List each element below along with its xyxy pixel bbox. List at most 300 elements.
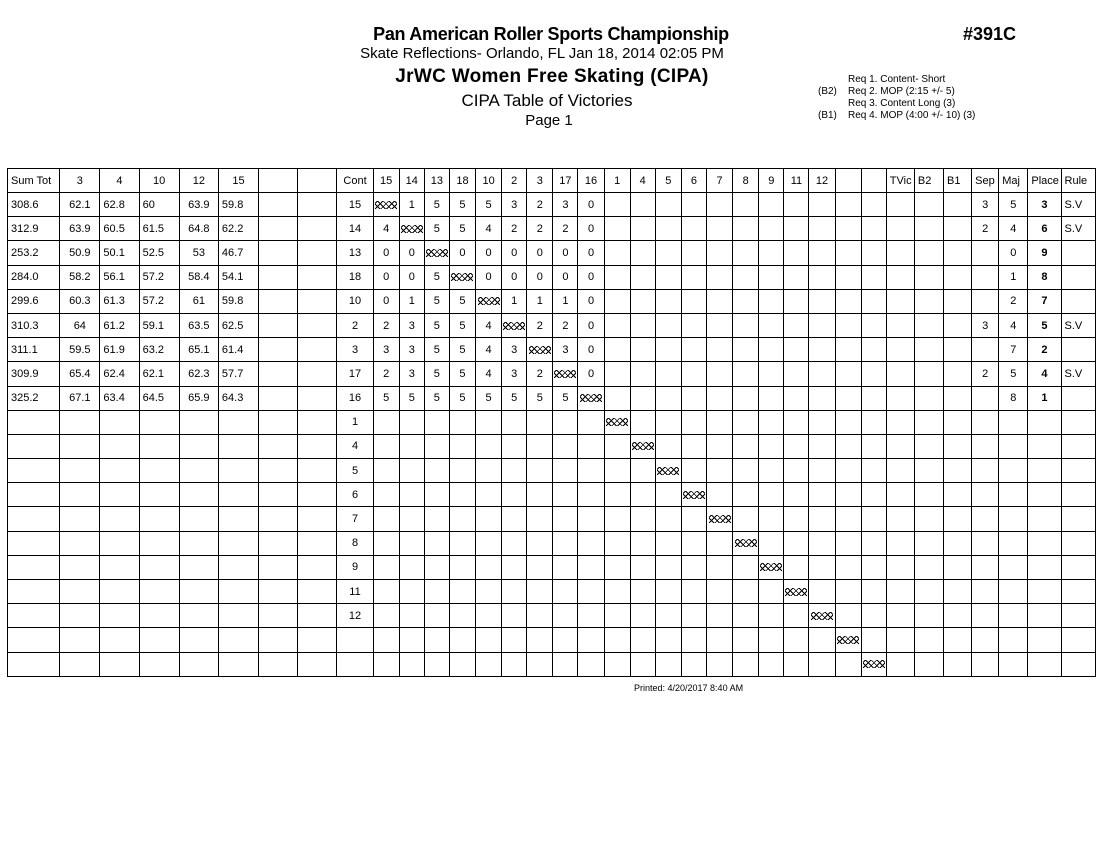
table-cell [604,241,630,265]
crossed-out-cell [681,483,706,507]
table-cell [604,362,630,386]
table-cell [972,265,999,289]
table-cell [886,434,914,458]
table-cell [578,580,604,604]
table-cell [944,217,972,241]
table-cell [399,459,424,483]
table-cell [861,604,886,628]
table-cell [179,555,218,579]
table-cell [809,483,835,507]
table-cell [449,531,475,555]
table-cell: S.V [1061,193,1095,217]
table-cell [759,313,784,337]
table-cell [527,652,553,676]
table-row [8,459,1096,483]
table-cell [373,652,399,676]
table-cell [502,628,527,652]
column-header: 6 [681,169,706,193]
table-cell: 0 [578,289,604,313]
table-cell [298,434,337,458]
table-cell [784,507,809,531]
table-cell [476,459,502,483]
table-cell [179,628,218,652]
table-cell [1061,265,1095,289]
table-cell: 62.4 [100,362,139,386]
table-cell [784,459,809,483]
table-cell [578,555,604,579]
table-cell [861,193,886,217]
table-cell: 8 [337,531,373,555]
column-header: 15 [218,169,258,193]
crossed-out-cell [373,193,399,217]
table-cell [999,434,1028,458]
table-cell: 62.3 [179,362,218,386]
table-cell: 64.5 [139,386,179,410]
table-cell [944,531,972,555]
table-cell [681,193,706,217]
table-cell [681,386,706,410]
table-cell [809,193,835,217]
table-cell [373,410,399,434]
table-cell: 3 [399,313,424,337]
table-cell [578,410,604,434]
table-row [8,604,1096,628]
table-cell [476,434,502,458]
table-cell [944,652,972,676]
column-header: 12 [809,169,835,193]
table-cell: 3 [337,338,373,362]
table-cell [218,531,258,555]
table-cell: 5 [999,193,1028,217]
table-cell [1061,604,1095,628]
table-cell: 0 [527,265,553,289]
table-cell [60,604,100,628]
table-cell: 14 [337,217,373,241]
table-cell [424,555,449,579]
table-cell [784,483,809,507]
table-cell [784,217,809,241]
column-header: Sep [972,169,999,193]
crossed-out-cell [784,580,809,604]
table-cell: 63.5 [179,313,218,337]
table-cell: 11 [337,580,373,604]
table-cell [630,483,655,507]
table-cell [835,386,861,410]
column-header: 10 [139,169,179,193]
table-cell [835,580,861,604]
table-cell: 0 [578,217,604,241]
table-cell [424,483,449,507]
table-cell [655,628,681,652]
table-cell [578,434,604,458]
table-cell [259,604,298,628]
table-cell [630,652,655,676]
table-row [8,193,1096,217]
table-cell [886,313,914,337]
table-cell [759,652,784,676]
table-cell [759,604,784,628]
table-cell [972,604,999,628]
table-cell [449,483,475,507]
table-row [8,338,1096,362]
column-header: 15 [373,169,399,193]
table-cell: 5 [449,289,475,313]
crossed-out-cell [553,362,578,386]
table-cell: 1 [553,289,578,313]
table-cell [259,580,298,604]
table-row [8,265,1096,289]
table-cell: 284.0 [8,265,60,289]
table-cell [1028,628,1061,652]
table-cell: 10 [337,289,373,313]
table-cell [630,193,655,217]
table-cell: 2 [553,217,578,241]
table-cell [578,604,604,628]
table-cell: 3 [972,193,999,217]
table-cell: 0 [578,362,604,386]
table-cell [424,410,449,434]
table-cell [399,604,424,628]
table-cell [100,652,139,676]
table-cell [655,483,681,507]
crossed-out-cell [655,459,681,483]
column-header: 11 [784,169,809,193]
table-cell [861,459,886,483]
table-cell [298,628,337,652]
table-cell [681,580,706,604]
requirement-code [818,74,848,86]
table-cell [914,386,943,410]
column-header: 10 [476,169,502,193]
table-cell: 3 [1028,193,1061,217]
table-cell [1061,652,1095,676]
table-cell [298,313,337,337]
table-cell: 5 [553,386,578,410]
table-cell: 2 [553,313,578,337]
table-cell [972,483,999,507]
table-cell: 4 [476,217,502,241]
column-header: 12 [179,169,218,193]
table-cell [784,289,809,313]
table-cell [784,386,809,410]
table-cell [759,459,784,483]
table-cell [809,217,835,241]
table-cell [8,434,60,458]
table-header-row [8,169,1096,193]
crossed-out-cell [861,652,886,676]
table-cell [60,555,100,579]
table-cell [399,555,424,579]
table-cell [1028,580,1061,604]
table-cell [218,434,258,458]
table-cell [424,604,449,628]
table-cell [784,434,809,458]
table-cell: 5 [449,313,475,337]
table-cell [655,410,681,434]
table-cell [861,580,886,604]
table-cell: 63.9 [60,217,100,241]
table-cell [861,217,886,241]
table-cell [179,459,218,483]
table-row [8,386,1096,410]
table-cell [914,217,943,241]
table-of-victories [7,168,1096,677]
table-cell [655,265,681,289]
table-cell [298,362,337,386]
table-cell [733,217,759,241]
table-cell [630,507,655,531]
table-cell [861,628,886,652]
table-cell [914,241,943,265]
table-cell [1061,580,1095,604]
table-cell: 59.1 [139,313,179,337]
table-cell [972,507,999,531]
table-cell [999,555,1028,579]
table-cell: 5 [337,459,373,483]
requirement-label: Req 3. Content Long (3) [848,98,956,109]
table-cell: 64 [60,313,100,337]
column-header: 18 [449,169,475,193]
table-cell [944,241,972,265]
table-cell [424,580,449,604]
table-cell: 60.5 [100,217,139,241]
table-cell [655,434,681,458]
table-cell [298,217,337,241]
table-cell: 0 [476,265,502,289]
table-cell: 2 [999,289,1028,313]
table-cell [914,434,943,458]
table-cell [259,217,298,241]
table-cell [944,386,972,410]
table-cell [399,434,424,458]
table-cell: 3 [373,338,399,362]
table-cell: 5 [399,386,424,410]
table-cell: 2 [972,362,999,386]
table-cell: 5 [449,217,475,241]
table-cell: 3 [553,193,578,217]
table-cell [999,459,1028,483]
table-cell [707,580,733,604]
table-cell: 0 [449,241,475,265]
table-cell [578,459,604,483]
table-cell [861,483,886,507]
table-cell [476,531,502,555]
table-cell: 325.2 [8,386,60,410]
table-cell [655,193,681,217]
table-cell [476,652,502,676]
table-cell [298,386,337,410]
table-cell [759,531,784,555]
table-cell [886,555,914,579]
table-cell [399,410,424,434]
table-cell [861,362,886,386]
table-cell [502,483,527,507]
table-cell [886,217,914,241]
requirement-code [818,98,848,110]
report-subtitle: CIPA Table of Victories [461,91,633,110]
table-cell [139,604,179,628]
table-cell [502,507,527,531]
table-cell [809,555,835,579]
table-cell [139,434,179,458]
table-cell [527,410,553,434]
championship-title: Pan American Roller Sports Championship [373,24,729,44]
table-cell: 60 [139,193,179,217]
table-cell [759,410,784,434]
crossed-out-cell [578,386,604,410]
table-cell [733,604,759,628]
table-cell [449,434,475,458]
table-cell: 16 [337,386,373,410]
table-cell [179,483,218,507]
table-row [8,628,1096,652]
table-cell [999,652,1028,676]
table-cell [972,410,999,434]
table-cell [8,410,60,434]
table-cell [139,628,179,652]
column-header: 14 [399,169,424,193]
table-cell: 5 [527,386,553,410]
table-cell [60,531,100,555]
table-cell [424,507,449,531]
table-cell [733,410,759,434]
table-cell [886,338,914,362]
table-cell [809,507,835,531]
table-cell [707,555,733,579]
table-cell [733,338,759,362]
table-cell [784,628,809,652]
table-cell: 308.6 [8,193,60,217]
table-row [8,531,1096,555]
table-cell [604,434,630,458]
table-cell: 2 [373,362,399,386]
table-cell: 5 [373,386,399,410]
table-cell: 5 [999,362,1028,386]
table-cell [972,338,999,362]
table-row [8,434,1096,458]
table-cell [655,604,681,628]
table-cell [218,555,258,579]
table-cell [1028,483,1061,507]
table-cell [681,313,706,337]
table-cell [449,628,475,652]
table-cell [784,531,809,555]
requirement-item [818,74,975,86]
table-cell [259,386,298,410]
table-cell [259,459,298,483]
table-cell: 64.3 [218,386,258,410]
table-cell [809,434,835,458]
table-cell [8,604,60,628]
table-cell [835,434,861,458]
table-cell [337,652,373,676]
table-cell [60,652,100,676]
table-cell [733,507,759,531]
table-cell: 50.9 [60,241,100,265]
table-cell [218,652,258,676]
table-cell [527,507,553,531]
table-cell [139,555,179,579]
table-cell [861,265,886,289]
requirement-item [818,98,975,110]
table-cell: 0 [578,265,604,289]
table-cell [373,507,399,531]
table-cell [298,410,337,434]
table-cell [707,652,733,676]
table-cell: 57.2 [139,289,179,313]
table-cell: 5 [449,338,475,362]
table-cell [707,362,733,386]
table-cell [681,217,706,241]
table-cell [809,362,835,386]
table-cell [707,483,733,507]
table-cell [784,241,809,265]
table-cell: 58.2 [60,265,100,289]
table-cell [733,580,759,604]
table-cell [809,241,835,265]
table-cell [630,313,655,337]
table-cell: 3 [502,193,527,217]
table-cell [298,289,337,313]
table-cell: 61.9 [100,338,139,362]
table-cell [604,265,630,289]
table-cell: 5 [449,362,475,386]
column-header: Rule [1061,169,1095,193]
table-cell [733,241,759,265]
venue-line: Skate Reflections- Orlando, FL Jan 18, 2014 02:05 PM [360,45,724,62]
table-cell [259,338,298,362]
crossed-out-cell [527,338,553,362]
table-cell [655,386,681,410]
table-cell [630,555,655,579]
crossed-out-cell [733,531,759,555]
table-cell [809,459,835,483]
table-cell [578,531,604,555]
table-cell [179,604,218,628]
table-cell [8,555,60,579]
table-cell [759,289,784,313]
table-cell: S.V [1061,313,1095,337]
table-cell [835,289,861,313]
requirement-code: (B2) [818,86,837,97]
table-cell [914,652,943,676]
table-cell [835,410,861,434]
table-cell [784,604,809,628]
table-cell [449,410,475,434]
table-cell [707,338,733,362]
table-cell [972,241,999,265]
table-cell: 1 [502,289,527,313]
table-cell [553,555,578,579]
table-cell [759,483,784,507]
table-cell [604,483,630,507]
table-cell: 61 [179,289,218,313]
table-cell [835,652,861,676]
table-cell [373,628,399,652]
table-cell [630,410,655,434]
table-row [8,483,1096,507]
table-cell [681,507,706,531]
table-cell: 311.1 [8,338,60,362]
table-cell: 2 [527,217,553,241]
table-cell [100,483,139,507]
column-header: TVic [886,169,914,193]
table-cell [681,410,706,434]
table-cell [298,652,337,676]
table-cell [424,434,449,458]
table-cell [139,410,179,434]
table-cell [759,434,784,458]
